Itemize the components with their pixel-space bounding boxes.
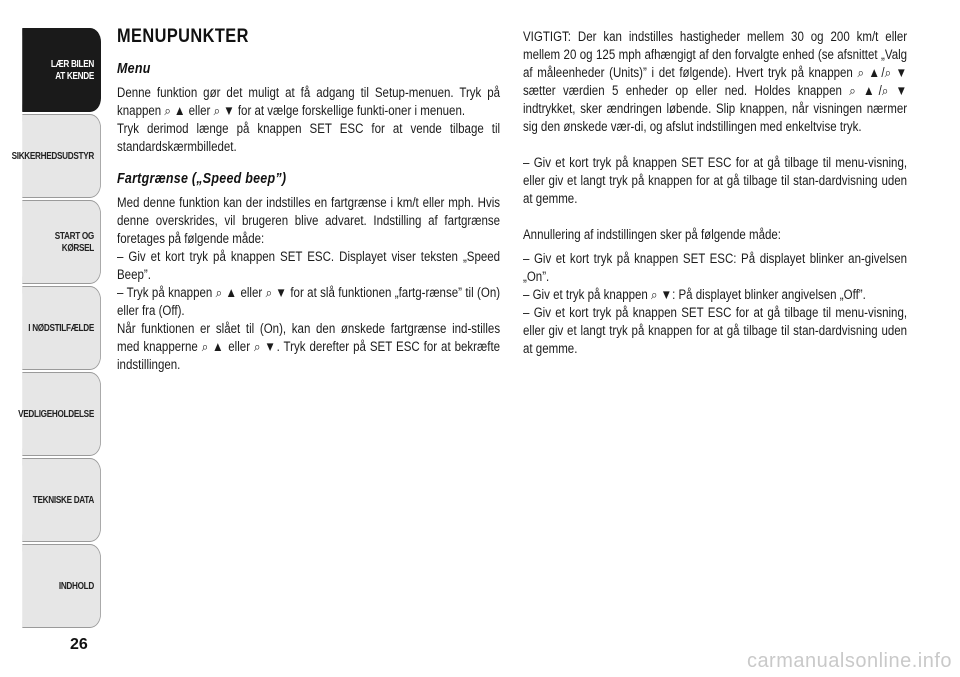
- tab-i-nodstilfaelde[interactable]: [22, 286, 101, 370]
- tab-start-og-korsel[interactable]: [22, 200, 101, 284]
- watermark: carmanualsonline.info: [746, 650, 952, 672]
- important-paragraph: VIGTIGT: Der kan indstilles hastigheder mellem 30 og 200 km/t eller mellem 20 og 125 mph afhængigt af den forvalgte enhed (se afsnittet „Valg af måleenheder (Units)” i det følgende). Hvert tryk på knappen ⌕ ▲/⌕ ▼ sætter værdien 5 enheder op eller ned. Holdes knappen ⌕ ▲/⌕ ▼ indtrykket, sker ændringen løbende. Slip knappen, når visningen nærmer sig den ønskede vær-di, og afslut indstillingen med enkeltvise tryk.: [523, 29, 908, 134]
- tab-label: I NØDSTILFÆLDE: [28, 322, 94, 334]
- tab-label: LÆR BILEN AT KENDE: [50, 58, 94, 82]
- tab-label: INDHOLD: [58, 580, 94, 592]
- menu-paragraph-1: Denne funktion gør det muligt at få adgang til Setup-menuen. Tryk på knappen ⌕ ▲ eller ⌕ ▼ for at vælge forskellige funkti-oner i menuen.: [117, 85, 501, 118]
- tab-label: TEKNISKE DATA: [32, 494, 94, 506]
- left-column: [117, 28, 501, 374]
- menu-paragraph-2: Tryk derimod længe på knappen SET ESC for at vende tilbage til standardskærmbilledet.: [117, 121, 501, 154]
- speed-paragraph-3: – Tryk på knappen ⌕ ▲ eller ⌕ ▼ for at slå funktionen „fartg-rænse” til (On) eller fra (Off).: [117, 285, 501, 318]
- speed-paragraph-1: Med denne funktion kan der indstilles en fartgrænse i km/t eller mph. Hvis denne overskrides, vil brugeren blive advaret. Indstilling af fartgrænse foretages på følgende måde:: [117, 195, 501, 246]
- page-title: MENUPUNKTER: [117, 26, 249, 47]
- cancel-intro: Annullering af indstillingen sker på følgende måde:: [523, 227, 781, 242]
- tab-tekniske-data[interactable]: [22, 458, 101, 542]
- cancel-step-3: – Giv et kort tryk på knappen SET ESC for at gå tilbage til menu-visning, eller giv et langt tryk på knappen for at gå tilbage til stan-dardvisning uden at gemme.: [523, 305, 908, 356]
- tab-label: START OG KØRSEL: [54, 230, 94, 254]
- cancel-step-1: – Giv et kort tryk på knappen SET ESC: På displayet blinker an-givelsen „On”.: [523, 251, 908, 284]
- right-column: [523, 28, 908, 358]
- page-number: 26: [70, 636, 88, 653]
- speed-beep-heading: Fartgrænse („Speed beep”): [117, 171, 287, 187]
- tab-label: SIKKERHEDSUDSTYR: [11, 150, 94, 162]
- tab-sikkerhedsudstyr[interactable]: [11, 114, 101, 198]
- tab-indhold[interactable]: [22, 544, 101, 628]
- tab-vedligeholdelse[interactable]: [18, 372, 101, 456]
- cancel-step-2: – Giv et tryk på knappen ⌕ ▼: På displayet blinker angivelsen „Off”.: [523, 287, 866, 302]
- speed-paragraph-2: – Giv et kort tryk på knappen SET ESC. Displayet viser teksten „Speed Beep”.: [117, 249, 501, 282]
- return-paragraph: – Giv et kort tryk på knappen SET ESC for at gå tilbage til menu-visning, eller giv et langt tryk på knappen for at gå tilbage til stan-dardvisning uden at gemme.: [523, 155, 908, 206]
- speed-paragraph-4: Når funktionen er slået til (On), kan den ønskede fartgrænse ind-stilles med knapperne ⌕ ▲ eller ⌕ ▼. Tryk derefter på SET ESC for at bekræfte indstillingen.: [117, 321, 501, 372]
- tab-laer-bilen-at-kende[interactable]: [22, 28, 101, 112]
- tab-label: VEDLIGEHOLDELSE: [18, 408, 94, 420]
- menu-heading: Menu: [117, 61, 151, 77]
